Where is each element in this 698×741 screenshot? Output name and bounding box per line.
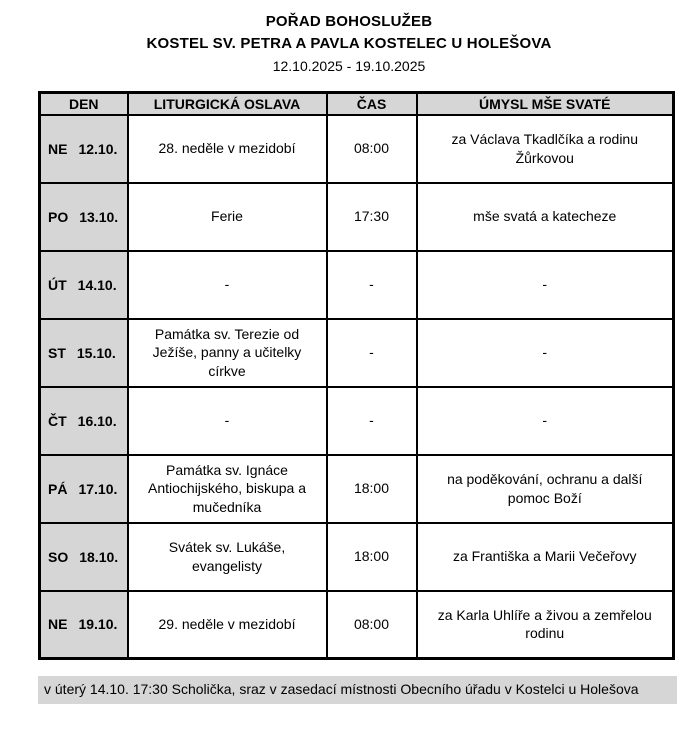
day-cell xyxy=(40,387,128,455)
celebration-cell: - xyxy=(128,387,327,455)
table-row xyxy=(40,387,674,455)
day-wrap xyxy=(45,141,123,157)
footer-note: v úterý 14.10. 17:30 Scholička, sraz v zasedací místnosti Obecního úřadu v Kostelci u Holešova xyxy=(38,676,677,704)
table-row xyxy=(40,523,674,591)
day-wrap xyxy=(45,413,123,429)
intention-cell: mše svatá a katecheze xyxy=(417,183,674,251)
day-abbr: NE xyxy=(48,140,68,157)
day-date: 13.10. xyxy=(79,208,119,225)
document-header xyxy=(0,0,698,74)
time-cell: 18:00 xyxy=(327,455,417,523)
day-abbr: ČT xyxy=(48,412,67,429)
day-cell xyxy=(40,455,128,523)
day-cell xyxy=(40,523,128,591)
day-wrap xyxy=(45,481,123,497)
table-row xyxy=(40,183,674,251)
intention-cell: - xyxy=(417,387,674,455)
celebration-cell: Svátek sv. Lukáše, evangelisty xyxy=(128,523,327,591)
day-wrap xyxy=(45,616,123,632)
time-cell: 18:00 xyxy=(327,523,417,591)
celebration-cell: Památka sv. Ignáce Antiochijského, biskupa a mučedníka xyxy=(128,455,327,523)
church-name: KOSTEL SV. PETRA A PAVLA KOSTELEC U HOLEŠOVA xyxy=(146,35,552,52)
column-header-time: ČAS xyxy=(327,93,417,115)
day-wrap xyxy=(45,277,123,293)
celebration-cell: 29. neděle v mezidobí xyxy=(128,591,327,659)
column-header-celebration: LITURGICKÁ OSLAVA xyxy=(128,93,327,115)
day-cell xyxy=(40,319,128,387)
day-abbr: ÚT xyxy=(48,276,67,293)
intention-cell: - xyxy=(417,319,674,387)
day-date: 15.10. xyxy=(76,344,116,361)
day-wrap xyxy=(45,345,123,361)
column-header-day: DEN xyxy=(40,93,128,115)
day-abbr: NE xyxy=(48,616,68,633)
day-date: 12.10. xyxy=(78,140,118,157)
day-cell xyxy=(40,183,128,251)
day-wrap xyxy=(45,209,123,225)
day-date: 16.10. xyxy=(77,412,117,429)
table-row xyxy=(40,251,674,319)
date-range: 12.10.2025 - 19.10.2025 xyxy=(272,58,426,74)
day-wrap xyxy=(45,549,123,565)
celebration-cell: Ferie xyxy=(128,183,327,251)
intention-cell: - xyxy=(417,251,674,319)
intention-cell: za Karla Uhlíře a živou a zemřelou rodinu xyxy=(417,591,674,659)
intention-cell: za Františka a Marii Večeřovy xyxy=(417,523,674,591)
time-cell: - xyxy=(327,387,417,455)
table-row xyxy=(40,591,674,659)
day-abbr: PO xyxy=(48,208,69,225)
celebration-cell: Památka sv. Terezie od Ježíše, panny a učitelky církve xyxy=(128,319,327,387)
column-header-intention: ÚMYSL MŠE SVATÉ xyxy=(417,93,674,115)
time-cell: - xyxy=(327,251,417,319)
day-abbr: ST xyxy=(48,344,66,361)
time-cell: 17:30 xyxy=(327,183,417,251)
table-row xyxy=(40,115,674,183)
schedule-table xyxy=(38,91,675,660)
intention-cell: na poděkování, ochranu a další pomoc Boží xyxy=(417,455,674,523)
day-date: 18.10. xyxy=(79,548,119,565)
intention-cell: za Václava Tkadlčíka a rodinu Žůrkovou xyxy=(417,115,674,183)
celebration-cell: - xyxy=(128,251,327,319)
day-cell xyxy=(40,115,128,183)
time-cell: 08:00 xyxy=(327,591,417,659)
celebration-cell: 28. neděle v mezidobí xyxy=(128,115,327,183)
page-title: POŘAD BOHOSLUŽEB xyxy=(265,13,433,30)
table-row xyxy=(40,319,674,387)
day-abbr: PÁ xyxy=(48,480,68,497)
day-cell xyxy=(40,591,128,659)
time-cell: 08:00 xyxy=(327,115,417,183)
day-abbr: SO xyxy=(48,548,69,565)
day-date: 14.10. xyxy=(77,276,117,293)
day-cell xyxy=(40,251,128,319)
table-header-row xyxy=(40,93,674,115)
day-date: 17.10. xyxy=(78,480,118,497)
time-cell: - xyxy=(327,319,417,387)
table-row xyxy=(40,455,674,523)
day-date: 19.10. xyxy=(78,616,118,633)
